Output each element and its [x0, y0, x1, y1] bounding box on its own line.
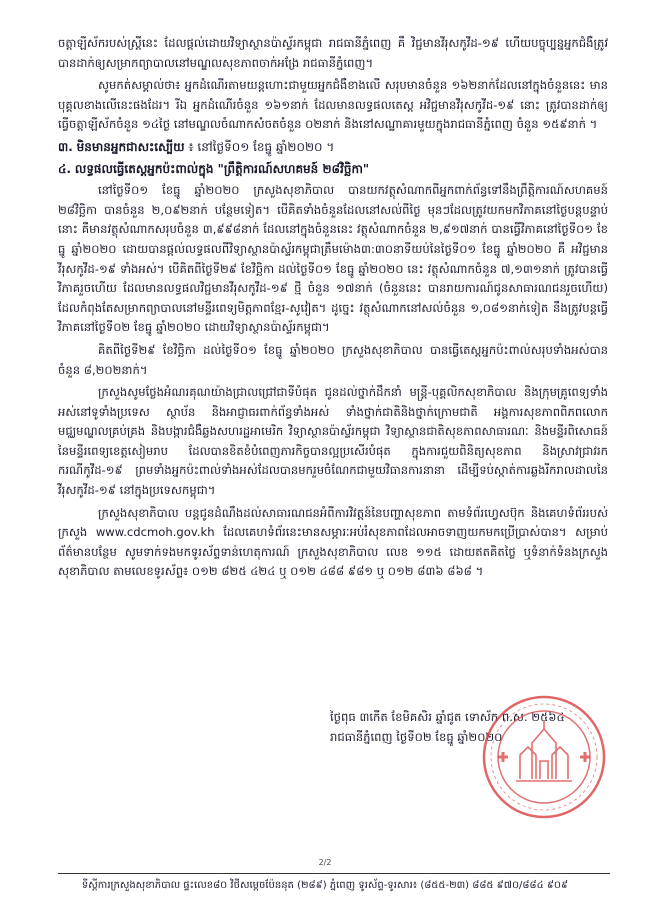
- ministry-seal-icon: [480, 693, 608, 821]
- paragraph-contact-info: [58, 504, 608, 582]
- paragraph-test-results: នៅថ្ងៃទី០១ ខែធ្នូ ឆ្នាំ២០២០ ក្រសួងសុខាភិបាល បានយកវត្ថុសំណាកពីអ្នកពាក់ព័ន្ធទៅនឹងព្រឹត្តិការណ៍សហគមន៍ ២៨វិច្ឆិកា បានចំនួន ២,០៩២នាក់ បន្ថែមទៀត។ បើគិតទាំងចំនួនដែលនៅសល់ពីថ្ងៃ មុនៗដែលត្រូវយកមកវិភាគនៅថ្ងៃបន្តបន្ទាប់នោះ គឺមានវត្ថុសំណាកសរុបចំនួន ៣,៩៩៨នាក់ ដែលនៅក្នុងចំនួននេះ វត្ថុសំណាកចំនួន ២,៩១៧នាក់ បានធ្វើវិភាគនៅថ្ងៃទី០១ ខែធ្នូ ឆ្នាំ២០២០ ដោយបានផ្តល់លទ្ធផលពីវិទ្យាស្ថានប៉ាស្ទ័រកម្ពុជាត្រឹមម៉ោង៣:៣០នាទីយប់នៃថ្ងៃទី០១ ខែធ្នូ ឆ្នាំ២០២០ គឺ អវិជ្ជមានវីរុសកូវីដ-១៩ ទាំងអស់។ បើគិតពីថ្ងៃទី២៩ ខែវិច្ឆិកា ដល់ថ្ងៃទី០១ ខែធ្នូ ឆ្នាំ២០២០ នេះ វត្ថុសំណាកចំនួន ៧,១៣១នាក់ ត្រូវបានធ្វើវិភាគរួចហើយ ដែលមានលទ្ធផលវិជ្ជមានវីរុសកូវីដ-១៩ ថ្មី ចំនួន ១៧នាក់ (ចំនួននេះ បានរាយការណ៍ជូនសាធារណជនរួចហើយ) ដែលកំពុងតែសម្រាកព្យាបាលនៅមន្ទីរពេទ្យមិត្តភាពខ្មែរ-សូវៀត។ ដូច្នេះ វត្ថុសំណាកនៅសល់ចំនួន ១,០៨១នាក់ទៀត នឹងត្រូវបន្តធ្វើវិភាគនៅថ្ងៃទី០២ ខែធ្នូ ឆ្នាំ២០២០ ដោយវិទ្យាស្ថានប៉ាស្ទ័រកម្ពុជា។: [58, 183, 608, 335]
- contact-text-after: ដែលគេហទំព័រនេះមានសម្ភារៈអប់រំសុខភាពដែលអាចទាញយកមកប្រើប្រាស់បាន។ សម្រាប់ព័ត៌មានបន្ថែម សូមទាក់ទងមកទូរស័ព្ទទាន់ហេតុការណ៍ ក្រសួងសុខាភិបាល លេខ ១១៥ ដោយឥតគិតថ្លៃ ឬទំនាក់ទំនងក្រសួងសុខាភិបាល តាមលេខទូរស័ព្ទ៖ ០១២ ៨២៥ ៤២៤ ឬ ០១២ ៤៨៨ ៩៨១ ឬ ០១២ ៨៣៦ ៨៦៨ ។: [58, 525, 609, 579]
- section-title-3: មិនមានអ្នកជាសះស្បើយ: [76, 139, 185, 154]
- contact-text-before: ក្រសួងសុខាភិបាល បន្តជូនដំណឹងដល់សាធារណជនអំពីការវិវត្តន៍នៃបញ្ហាសុខភាព តាមទំព័រហ្វេសប៊ុក និងគេហទំព័ររបស់ក្រសួង: [58, 505, 608, 540]
- paragraph-total-tested: គិតពីថ្ងៃទី២៩ ខែវិច្ឆិកា ដល់ថ្ងៃទី០១ ខែធ្នូ ឆ្នាំ២០២០ ក្រសួងសុខាភិបាល បានធ្វើតេស្តអ្នកប៉ះពាល់សរុបទាំងអស់បានចំនួន ៨,២០២នាក់។: [58, 342, 608, 377]
- footer-divider: [58, 873, 610, 874]
- section-number-3: ៣.: [58, 139, 73, 154]
- page-number: 2/2: [318, 858, 332, 867]
- solar-date: រាជធានីភ្នំពេញ ថ្ងៃទី០២ ខែធ្នូ ឆ្នាំ២០២០: [330, 730, 503, 744]
- section-heading-3: [58, 138, 608, 158]
- paragraph-acknowledgement: ក្រសួងសូមថ្លែងអំណរគុណយ៉ាងជ្រាលជ្រៅជាទីបំផុត ជូនដល់ថ្នាក់ដឹកនាំ មន្ត្រី-បុគ្គលិកសុខាភិបាល និងក្រុមគ្រូពេទ្យទាំងអស់នៅទូទាំងប្រទេស ស្ថាប័ន និងអាជ្ញាធរពាក់ព័ន្ធទាំងអស់ ទាំងថ្នាក់ជាតិនិងថ្នាក់ក្រោមជាតិ អង្គការសុខភាពពិភពលោក មជ្ឈមណ្ឌលគ្រប់គ្រង និងបង្ការជំងឺឆ្លងសហរដ្ឋអាមេរិក វិទ្យាស្ថានប៉ាស្ទ័រកម្ពុជា វិទ្យាស្ថានជាតិសុខភាពសាធារណៈ និងមន្ទីរពិសោធន៍នៃមន្ទីរពេទ្យខេត្តសៀមរាប ដែលបានខិតខំបំពេញភារកិច្ចបានល្អប្រសើរបំផុត ក្នុងការជួយពិនិត្យសុខភាព និងស្រាវជ្រាវរកករណីកូវីដ-១៩ ព្រមទាំងអ្នកប៉ះពាល់ទាំងអស់ដែលបានមករួមចំណែកជាមួយវិធានការនានា ដើម្បីទប់ស្កាត់ការឆ្លងរីករាលដាលនៃវីរុសកូវីដ-១៩ នៅក្នុងប្រទេសកម្ពុជា។: [58, 385, 608, 498]
- footer-address: ទីស្តីការក្រសួងសុខាភិបាល ផ្ទះលេខ៨០ វិថីសម្តេចប៉ែននុត (២៨៩) ភ្នំពេញ ទូរស័ព្ទ-ទូរសារ៖ (៨៥៥-២៣) ៨៨៥ ៩៧០/៨៨៤ ៩០៩: [81, 880, 569, 891]
- paragraph-quarantine-case: ចត្តាឡីស័ករបស់ស្ត្រីនេះ ដែលផ្តល់ដោយវិទ្យាស្ថានប៉ាស្ទ័រកម្ពុជា រាជធានីភ្នំពេញ គឺ វិជ្ជមានវីរុសកូវីដ-១៩ ហើយបច្ចុប្បន្នអ្នកជំងឺត្រូវបានដាក់ឲ្យសម្រាកព្យាបាលនៅមណ្ឌលសុខភាពចាក់អង្រែ រាជធានីភ្នំពេញ។: [58, 36, 608, 70]
- document-body: [58, 34, 608, 585]
- paragraph-passengers-note: សូមកត់សម្គាល់ថា៖ អ្នកដំណើរតាមយន្តហោះជាមួយអ្នកជំងឺខាងលើ សរុបមានចំនួន ១៦២នាក់ដែលនៅក្នុងចំនួននេះ មានបុគ្គលខាងលើនេះផងដែរ។ រីឯ អ្នកដំណើរចំនួន ១៦១នាក់ ដែលមានលទ្ធផលតេស្ត អវិជ្ជមានវីរុសកូវីដ-១៩ នោះ ត្រូវបានដាក់ឲ្យធ្វើចត្តាឡីស័កចំនួន ១៤ថ្ងៃ នៅមណ្ឌលចំណាកសំចតចំនួន ០២នាក់ និងនៅសណ្ឋាគារមួយក្នុងរាជធានីភ្នំពេញ ចំនួន ១៥៩នាក់ ។: [58, 78, 608, 132]
- section-title-4: លទ្ធផលធ្វើតេស្តអ្នកប៉ះពាល់ក្នុង "ព្រឹត្តិការណ៍សហគមន៍ ២៨វិច្ឆិកា": [74, 161, 370, 176]
- website-link[interactable]: www.cdcmoh.gov.kh: [95, 525, 215, 540]
- section-heading-4: [58, 160, 608, 180]
- lunar-date: ថ្ងៃពុធ ៣កើត ខែមិគសិរ ឆ្នាំជូត ទោស័ក ព.ស. ២៥៦៤: [330, 710, 565, 724]
- section-text-3: ៖ នៅថ្ងៃទី០១ ខែធ្នូ ឆ្នាំ២០២០ ។: [188, 139, 335, 154]
- section-number-4: ៤.: [58, 161, 72, 176]
